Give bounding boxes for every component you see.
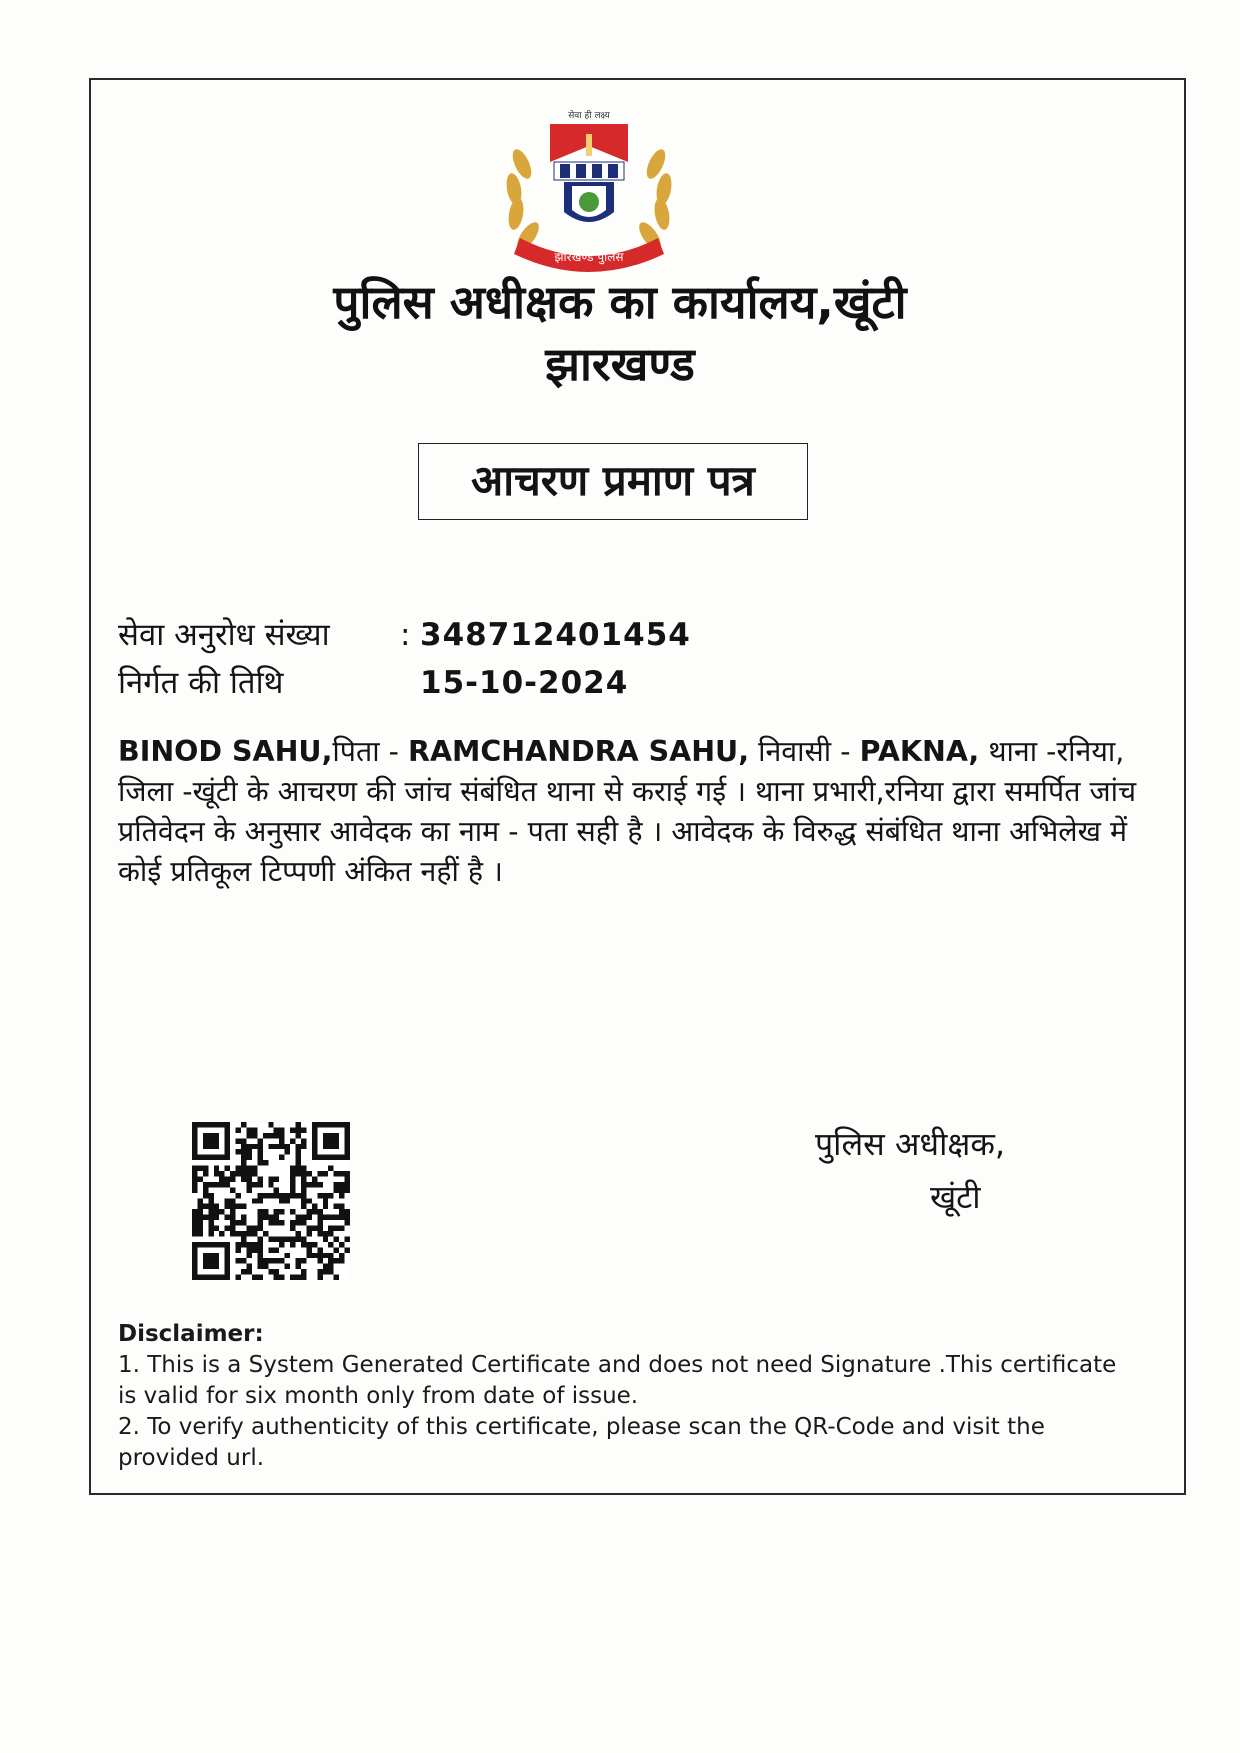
certificate-title: आचरण प्रमाण पत्र xyxy=(418,443,808,520)
issue-date-label: निर्गत की तिथि xyxy=(118,665,284,701)
resident-label: निवासी - xyxy=(749,735,860,768)
certificate-body xyxy=(118,732,1163,892)
disclaimer-line-1: 1. This is a System Generated Certificate and does not need Signature .This certificate is valid for six month only from date of issue. xyxy=(118,1352,1117,1409)
request-number-label: सेवा अनुरोध संख्या xyxy=(118,617,330,653)
emblem-motto: सेवा ही लक्ष्य xyxy=(568,111,610,121)
qr-code[interactable] xyxy=(192,1121,350,1281)
office-title: पुलिस अधीक्षक का कार्यालय,खूंटी xyxy=(333,275,907,329)
issue-date-value: 15-10-2024 xyxy=(420,665,629,701)
disclaimer xyxy=(118,1319,1118,1474)
applicant-name: BINOD SAHU, xyxy=(118,735,333,768)
jharkhand-police-emblem xyxy=(484,104,694,284)
certificate-statement: थाना -रनिया, जिला -खूंटी के आचरण की जांच संबंधित थाना से कराई गई । थाना प्रभारी,रनिया द्वारा समर्पित जांच प्रतिवेदन के अनुसार आवेदक का नाम - पता सही है । आवेदक के विरुद्ध संबंधित थाना अभिलेख में कोई प्रतिकूल टिप्पणी अंकित नहीं है । xyxy=(118,735,1137,888)
signatory-place: खूंटी xyxy=(930,1178,981,1216)
emblem-banner: झारखण्ड पुलिस xyxy=(554,250,624,264)
request-number-value: 348712401454 xyxy=(420,617,691,653)
office-state: झारखण्ड xyxy=(545,337,695,391)
label-colon: : xyxy=(400,617,411,653)
disclaimer-line-2: 2. To verify authenticity of this certificate, please scan the QR-Code and visit the provided url. xyxy=(118,1414,1045,1471)
village-name: PAKNA, xyxy=(859,735,980,768)
father-name: RAMCHANDRA SAHU, xyxy=(408,735,750,768)
signatory-title: पुलिस अधीक्षक, xyxy=(815,1125,1006,1163)
disclaimer-heading: Disclaimer: xyxy=(118,1321,264,1347)
father-label: पिता - xyxy=(332,735,408,768)
